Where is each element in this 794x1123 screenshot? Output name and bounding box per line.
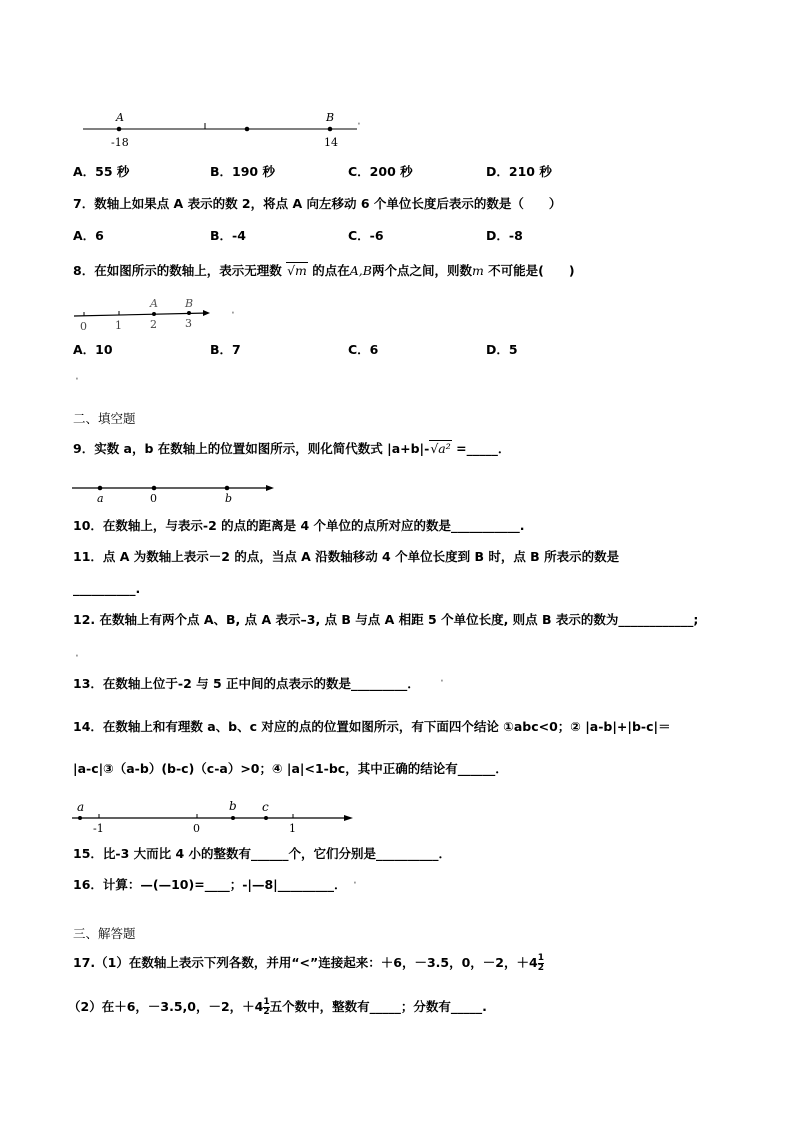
tick-label-1: 1	[289, 822, 296, 835]
q8-text-2: 的点在	[307, 263, 350, 278]
tick-label-3: 3	[185, 317, 192, 330]
q17-part2-text-a: （2）在＋6，－3.5,0，－2，＋4	[68, 999, 264, 1014]
point-a	[98, 486, 103, 491]
q8-ab: A,B	[349, 263, 372, 278]
q8-option-d: D．5	[486, 342, 518, 357]
label-a: A	[150, 297, 158, 310]
q7-option-b: B．-4	[210, 228, 246, 243]
point-b	[225, 486, 230, 491]
q17-part1-text: 17.（1）在数轴上表示下列各数，并用“<”连接起来：＋6，－3.5，0，－2，＋4	[73, 955, 538, 970]
point-a	[78, 816, 82, 820]
q6-option-c: C．200 秒	[348, 164, 413, 179]
scan-mark: ·	[353, 878, 357, 889]
fraction-denominator: 2	[537, 963, 544, 973]
q7-option-c: C．-6	[348, 228, 384, 243]
q8-m: m	[471, 263, 484, 278]
q13-question: 13．在数轴上位于-2 与 5 正中间的点表示的数是_________．	[73, 676, 420, 691]
sqrt-m: √m	[287, 263, 307, 278]
sqrt-a-squared-radicand: a²	[438, 441, 451, 456]
q15-question: 15．比-3 大而比 4 小的整数有______个，它们分别是__________．	[73, 846, 452, 861]
q9-text-1: 9．实数 a，b 在数轴上的位置如图所示，则化简代数式 |a+b|-	[73, 441, 430, 456]
label-c: c	[262, 800, 269, 814]
point-b	[328, 127, 333, 132]
axis-arrow	[203, 310, 210, 316]
q17-part2-text-b: 五个数中，整数有_____；分数有_____.	[269, 999, 487, 1014]
fraction-one-half	[538, 954, 544, 973]
q8-option-b: B．7	[210, 342, 241, 357]
point-a	[152, 312, 156, 316]
axis-arrow	[344, 815, 353, 821]
tick-label-2: 2	[150, 318, 157, 331]
label-b: b	[229, 799, 237, 813]
q8-question	[73, 263, 575, 279]
q11-question-line2: __________.	[73, 581, 141, 596]
tick-label-neg1: -1	[93, 822, 104, 835]
q16-question: 16．计算：—(—10)=____；-|—8|_________．	[73, 877, 347, 892]
q14-question-line1: 14．在数轴上和有理数 a、b、c 对应的点的位置如图所示，有下面四个结论 ①abc<0；② |a-b|+|b-c|＝	[73, 719, 671, 734]
point-b	[231, 816, 235, 820]
q8-number-line-figure	[72, 294, 217, 334]
q9-number-line-figure	[70, 478, 280, 504]
q17-part1	[73, 954, 544, 973]
fraction-numerator: 1	[537, 953, 544, 963]
scan-mark: ·	[75, 374, 79, 385]
q6-option-a: A．55 秒	[73, 164, 130, 179]
label-a: a	[77, 800, 85, 814]
tick-label-b: 14	[324, 136, 338, 149]
point-b	[187, 311, 191, 315]
section-heading-solve: 三、解答题	[73, 926, 136, 941]
q8-text-4: 不可能是( )	[483, 263, 575, 278]
q7-question: 7．数轴上如果点 A 表示的数 2，将点 A 向左移动 6 个单位长度后表示的数是（ ）	[73, 196, 562, 211]
sqrt-a-squared: √a²	[430, 441, 451, 456]
fraction-denominator: 2	[263, 1007, 270, 1017]
q9-text-2: =_____．	[451, 441, 511, 456]
scan-mark: ·	[357, 119, 361, 130]
q14-question-line2: |a-c|③（a-b）(b-c)（c-a）>0；④ |a|<1-bc，其中正确的结论有______．	[73, 761, 508, 776]
tick-label-1: 1	[115, 319, 122, 332]
point-zero	[152, 486, 157, 491]
tick-label-a: -18	[111, 136, 129, 149]
tick-label-0: 0	[193, 822, 200, 835]
q7-option-a: A．6	[73, 228, 104, 243]
q12-question: 12. 在数轴上有两个点 A、B, 点 A 表示–3, 点 B 与点 A 相距 5 个单位长度, 则点 B 表示的数为____________;	[73, 612, 699, 627]
q6-option-d: D．210 秒	[486, 164, 552, 179]
scan-mark: ·	[440, 676, 444, 687]
section-heading-fill-in: 二、填空题	[73, 411, 136, 426]
point-c	[264, 816, 268, 820]
point-a	[117, 127, 122, 132]
q14-number-line-figure	[70, 798, 360, 836]
q8-text-3: 两个点之间，则数	[371, 263, 472, 278]
sqrt-m-radicand: m	[295, 263, 307, 278]
q6-option-b: B．190 秒	[210, 164, 275, 179]
label-a: A	[116, 111, 124, 124]
q10-question: 10．在数轴上，与表示-2 的点的距离是 4 个单位的点所对应的数是___________.	[73, 518, 525, 533]
q11-question-line1: 11．点 A 为数轴上表示－2 的点，当点 A 沿数轴移动 4 个单位长度到 B 时，点 B 所表示的数是	[73, 549, 620, 564]
q8-option-a: A．10	[73, 342, 113, 357]
q8-option-c: C．6	[348, 342, 379, 357]
label-b: B	[185, 297, 194, 310]
label-b: b	[225, 492, 233, 505]
q6-number-line-figure	[75, 108, 365, 152]
label-zero: 0	[150, 492, 157, 505]
q9-question	[73, 441, 510, 457]
label-a: a	[97, 492, 104, 505]
axis-arrow	[266, 485, 274, 491]
q17-part2	[68, 998, 487, 1017]
fraction-numerator: 1	[263, 997, 270, 1007]
q7-option-d: D．-8	[486, 228, 523, 243]
tick-label-0: 0	[80, 320, 87, 333]
scan-mark: ·	[75, 651, 79, 662]
scan-mark: ·	[231, 308, 235, 319]
label-b: B	[326, 111, 335, 124]
point-mid	[245, 127, 250, 132]
q8-text-1: 8．在如图所示的数轴上，表示无理数	[73, 263, 287, 278]
